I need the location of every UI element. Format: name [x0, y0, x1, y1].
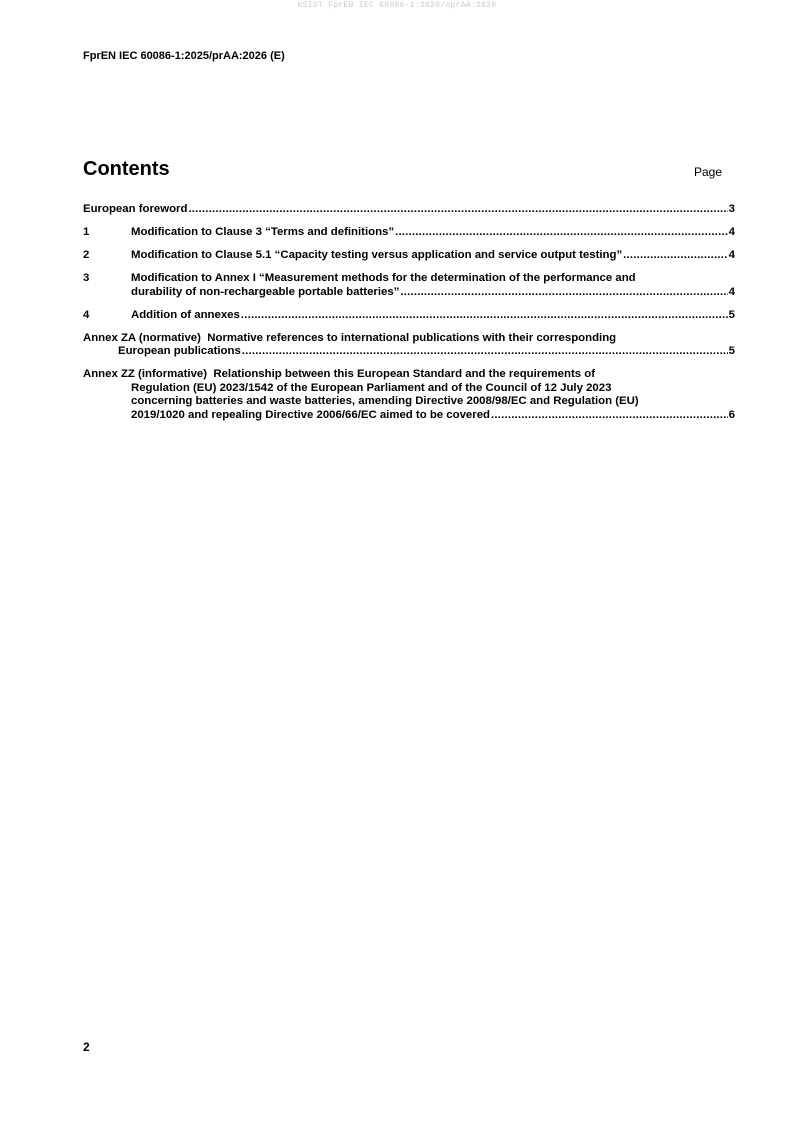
dot-leader — [241, 309, 728, 323]
toc-entry-title-line-4: 2019/1020 and repealing Directive 2006/66/EC aimed to be covered — [131, 408, 490, 421]
toc-entry-annex-za[interactable] — [83, 332, 735, 359]
watermark: kSIST FprEN IEC 60086-1:2026/oprAA:2026 — [297, 1, 497, 10]
dot-leader — [400, 286, 727, 300]
dot-leader — [395, 226, 728, 240]
contents-heading: Contents — [83, 158, 170, 180]
dot-leader — [242, 345, 728, 359]
toc-page-number: 4 — [728, 225, 735, 238]
toc-entry-title: Modification to Clause 3 “Terms and definitions” — [131, 225, 395, 238]
toc-page-number: 6 — [728, 408, 735, 421]
toc-entry-foreword[interactable] — [83, 203, 735, 217]
toc-page-number: 5 — [728, 345, 735, 358]
toc-entry-title-line-2: European publications — [118, 345, 241, 358]
toc-page-number: 4 — [728, 285, 735, 298]
toc-entry-title: Modification to Clause 5.1 “Capacity testing versus application and service output testing” — [131, 248, 623, 261]
document-identifier: FprEN IEC 60086-1:2025/prAA:2026 (E) — [83, 50, 285, 62]
toc-entry-number: 3 — [83, 271, 90, 284]
toc-entry-clause-3[interactable] — [83, 272, 735, 299]
toc-entry-number: 2 — [83, 248, 90, 261]
toc-entry-annex-zz[interactable] — [83, 368, 735, 422]
toc-entry-number: 1 — [83, 225, 90, 238]
dot-leader — [623, 249, 727, 263]
dot-leader — [491, 409, 728, 423]
toc-entry-title-line-1: Annex ZA (normative) Normative references to international publications with their corresponding — [83, 331, 617, 344]
toc-page-number: 3 — [728, 203, 735, 215]
toc-entry-clause-1[interactable] — [83, 226, 735, 240]
toc-entry-title-line-1: Annex ZZ (informative) Relationship between this European Standard and the requirements of — [83, 368, 596, 381]
toc-entry-number: 4 — [83, 308, 90, 321]
toc-entry-title-line-3: concerning batteries and waste batteries, amending Directive 2008/98/EC and Regulation (EU) — [131, 395, 639, 408]
toc-entry-title-line-2: durability of non-rechargeable portable batteries” — [131, 285, 400, 298]
page-column-label: Page — [694, 165, 723, 179]
toc-entry-clause-4[interactable] — [83, 309, 735, 323]
page-number: 2 — [83, 1040, 90, 1054]
toc-entry-title: Addition of annexes — [131, 308, 240, 321]
toc-entry-title-line-2: Regulation (EU) 2023/1542 of the European Parliament and of the Council of 12 July 2023 — [131, 381, 612, 394]
toc-page-number: 4 — [728, 248, 735, 261]
toc-entry-title: European foreword — [83, 203, 188, 215]
table-of-contents — [83, 203, 735, 432]
dot-leader — [188, 203, 727, 217]
toc-entry-clause-2[interactable] — [83, 249, 735, 263]
toc-page-number: 5 — [728, 308, 735, 321]
toc-entry-title-line-1: Modification to Annex I “Measurement methods for the determination of the performance and — [131, 271, 636, 284]
